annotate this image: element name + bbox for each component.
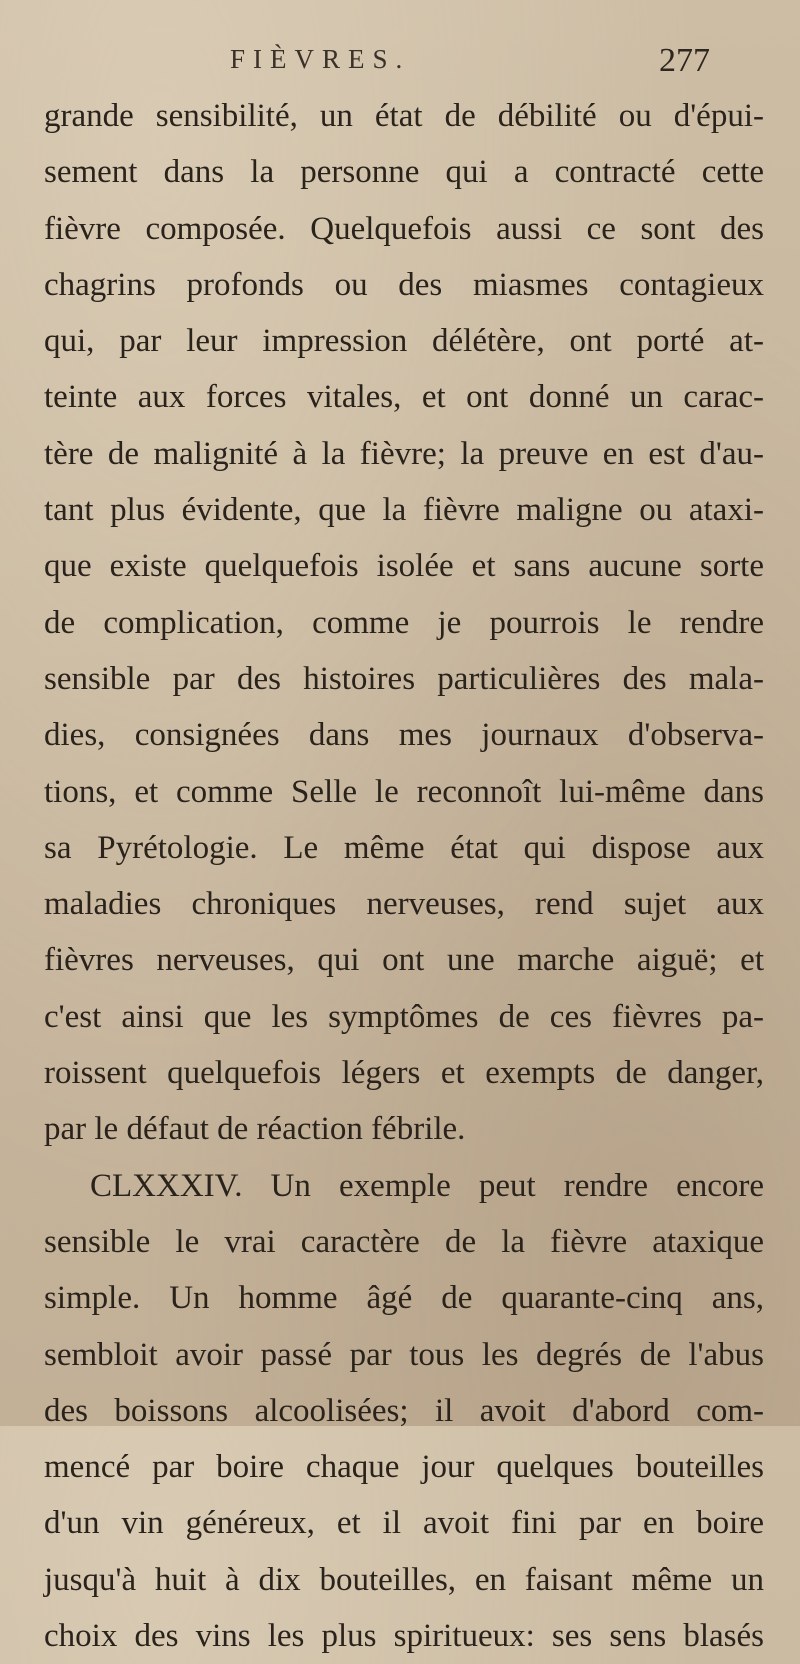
text-line: sensible le vrai caractère de la fièvre ataxique — [44, 1223, 764, 1260]
text-line: fièvres nerveuses, qui ont une marche aiguë; et — [44, 942, 764, 979]
text-line: que existe quelquefois isolée et sans aucune sorte — [44, 548, 764, 585]
text-line: jusqu'à huit à dix bouteilles, en faisant même un — [44, 1561, 764, 1598]
text-line: des boissons alcoolisées; il avoit d'abord com- — [44, 1392, 764, 1429]
page-number: 277 — [659, 42, 710, 79]
text-line: tant plus évidente, que la fièvre maligne ou ataxi- — [44, 492, 764, 529]
text-line: dies, consignées dans mes journaux d'observa- — [44, 717, 764, 754]
running-head — [200, 30, 710, 86]
running-title: FIÈVRES. — [230, 44, 411, 74]
text-line: tère de malignité à la fièvre; la preuve en est d'au- — [44, 435, 764, 472]
text-line: sensible par des histoires particulières des mala- — [44, 660, 764, 697]
text-line: choix des vins les plus spiritueux: ses sens blasés — [44, 1618, 764, 1655]
paragraph-end-line: par le défaut de réaction fébrile. — [44, 1111, 466, 1148]
text-line: grande sensibilité, un état de débilité ou d'épui- — [44, 98, 764, 134]
text-line: sa Pyrétologie. Le même état qui dispose aux — [44, 829, 764, 866]
text-line: roissent quelquefois légers et exempts de danger, — [44, 1055, 764, 1092]
text-line: qui, par leur impression délétère, ont porté at- — [44, 323, 764, 360]
text-line: fièvre composée. Quelquefois aussi ce sont des — [44, 210, 764, 247]
body-text — [44, 88, 764, 1664]
text-line: teinte aux forces vitales, et ont donné un carac- — [44, 379, 764, 416]
text-line: d'un vin généreux, et il avoit fini par en boire — [44, 1505, 764, 1542]
text-line: simple. Un homme âgé de quarante-cinq ans, — [44, 1280, 764, 1317]
section-heading-line: CLXXXIV. Un exemple peut rendre encore — [90, 1167, 764, 1204]
text-line: sement dans la personne qui a contracté cette — [44, 154, 764, 191]
text-line: sembloit avoir passé par tous les degrés de l'abus — [44, 1336, 764, 1373]
text-line: mencé par boire chaque jour quelques bouteilles — [44, 1449, 764, 1486]
text-line: maladies chroniques nerveuses, rend sujet aux — [44, 886, 764, 923]
text-line: c'est ainsi que les symptômes de ces fièvres pa- — [44, 998, 764, 1035]
text-line: tions, et comme Selle le reconnoît lui-même dans — [44, 773, 764, 810]
text-line: chagrins profonds ou des miasmes contagieux — [44, 266, 764, 303]
text-line: de complication, comme je pourrois le rendre — [44, 604, 764, 641]
